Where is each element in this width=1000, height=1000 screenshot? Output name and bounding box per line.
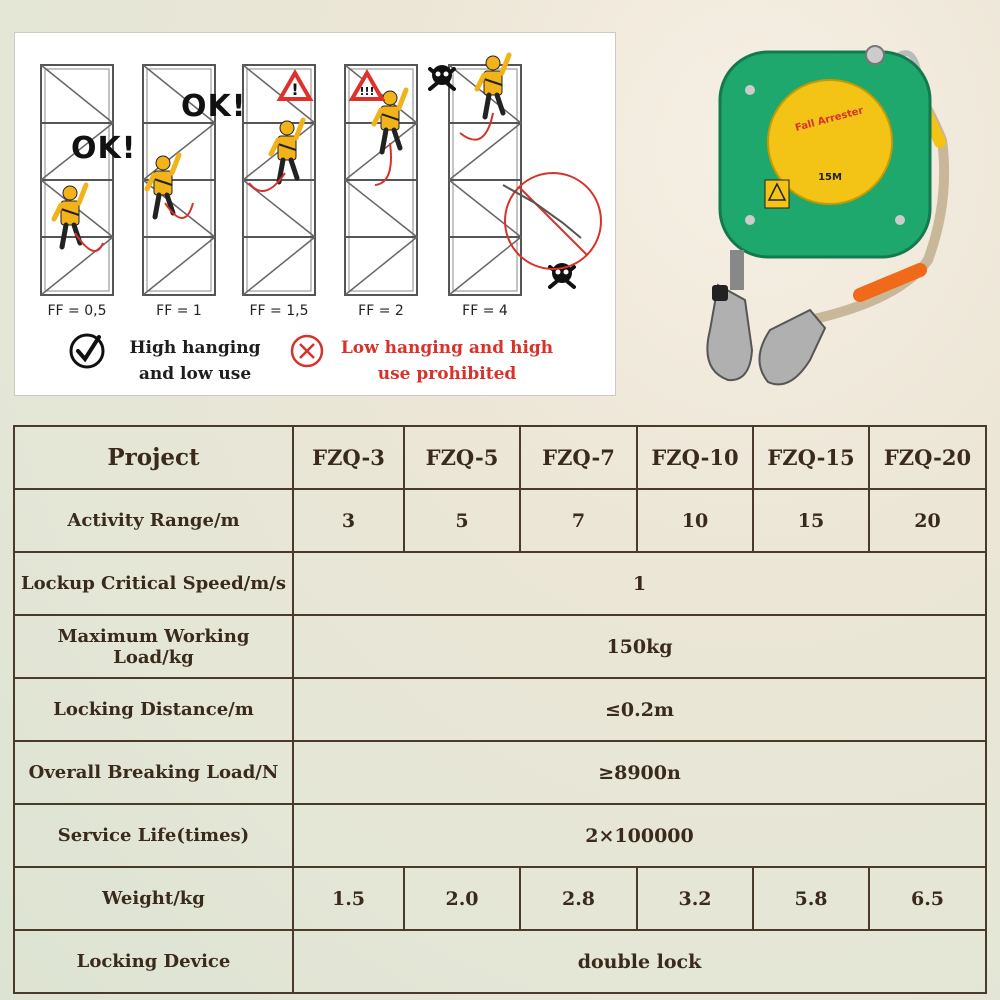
table-header-row	[14, 426, 986, 489]
header-model: FZQ-15	[753, 426, 869, 489]
ff-label: FF = 0,5	[47, 303, 107, 319]
legend-prohibited-text: Low hanging and high use prohibited	[340, 338, 554, 384]
table-row	[14, 930, 986, 993]
row-label: Service Life(times)	[14, 804, 293, 867]
svg-text:!: !	[291, 80, 299, 99]
table-row	[14, 741, 986, 804]
svg-text:15M: 15M	[818, 172, 842, 183]
row-label: Overall Breaking Load/N	[14, 741, 293, 804]
row-label: Lockup Critical Speed/m/s	[14, 552, 293, 615]
table-cell: 2.8	[520, 867, 637, 930]
svg-text:!!!: !!!	[359, 85, 375, 98]
ok-label: OK!	[181, 89, 247, 124]
table-cell: 7	[520, 489, 637, 552]
table-row	[14, 615, 986, 678]
fall-arrester-device	[650, 30, 990, 400]
header-model: FZQ-10	[637, 426, 753, 489]
row-label: Weight/kg	[14, 867, 293, 930]
table-row	[14, 678, 986, 741]
row-label: Locking Device	[14, 930, 293, 993]
header-model: FZQ-5	[404, 426, 520, 489]
table-cell: 5	[404, 489, 520, 552]
ff-label: FF = 2	[358, 303, 404, 319]
table-cell: 1	[293, 552, 986, 615]
fall-factor-diagram	[14, 32, 616, 396]
check-circle-icon	[71, 335, 103, 367]
table-row	[14, 867, 986, 930]
header-project: Project	[14, 426, 293, 489]
table-cell: ≤0.2m	[293, 678, 986, 741]
table-cell: ≥8900n	[293, 741, 986, 804]
legend-ok-text: High hanging and low use	[129, 338, 261, 384]
table-row	[14, 804, 986, 867]
table-cell: 1.5	[293, 867, 404, 930]
ff-label: FF = 1	[156, 303, 202, 319]
cross-circle-icon	[292, 336, 322, 366]
row-label: Locking Distance/m	[14, 678, 293, 741]
spec-table	[13, 425, 987, 994]
row-label: Activity Range/m	[14, 489, 293, 552]
header-model: FZQ-3	[293, 426, 404, 489]
warning-triangle-icon	[280, 73, 310, 99]
table-cell: 10	[637, 489, 753, 552]
row-label: Maximum Working Load/kg	[14, 615, 293, 678]
fall-arrester-product-image	[650, 30, 990, 400]
ff-label: FF = 1,5	[249, 303, 309, 319]
table-cell: double lock	[293, 930, 986, 993]
table-row	[14, 489, 986, 552]
ff-label: FF = 4	[462, 303, 508, 319]
table-cell: 15	[753, 489, 869, 552]
table-cell: 3.2	[637, 867, 753, 930]
table-cell: 6.5	[869, 867, 986, 930]
header-model: FZQ-20	[869, 426, 986, 489]
header-model: FZQ-7	[520, 426, 637, 489]
table-cell: 2×100000	[293, 804, 986, 867]
table-row	[14, 552, 986, 615]
table-cell: 3	[293, 489, 404, 552]
warning-triangle-icon	[352, 73, 382, 99]
svg-text:Fall Arrester: Fall Arrester	[794, 105, 865, 134]
table-cell: 20	[869, 489, 986, 552]
skull-crossbones-icon	[430, 65, 454, 89]
table-cell: 2.0	[404, 867, 520, 930]
table-cell: 150kg	[293, 615, 986, 678]
ok-label: OK!	[71, 131, 137, 166]
table-cell: 5.8	[753, 867, 869, 930]
